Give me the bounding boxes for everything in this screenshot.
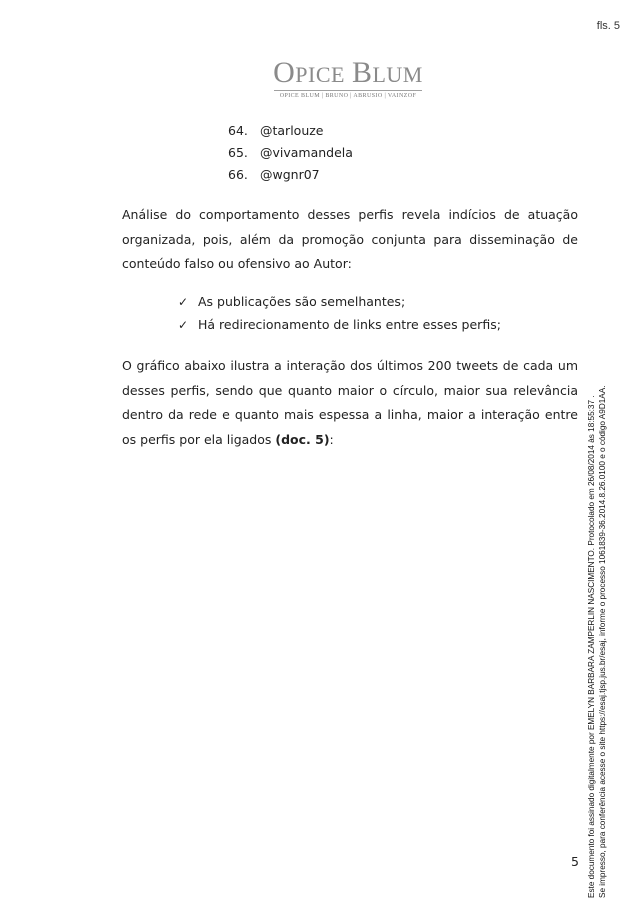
checklist-text: As publicações são semelhantes; — [198, 294, 406, 309]
list-number: 66. — [228, 167, 248, 182]
firm-logo — [268, 56, 428, 99]
list-item — [228, 142, 353, 164]
logo-wordmark: OPICE BLUM — [273, 56, 423, 89]
doc-reference: (doc. 5) — [275, 431, 330, 447]
list-item — [178, 290, 501, 313]
list-item — [228, 164, 353, 186]
verification-line: Se impresso, para conferência acesse o site https://esaj.tjsp.jus.br/esaj, informe o processo 1061839-36.2014.8.26.0100 e o código A9D1AA. — [598, 385, 607, 898]
checkmark-icon: ✓ — [178, 318, 189, 332]
graph-paragraph-tail: : — [329, 431, 334, 447]
list-number: 65. — [228, 145, 248, 160]
graph-paragraph-text: O gráfico abaixo ilustra a interação dos últimos 200 tweets de cada um desses perfis, sendo que quanto maior o círculo, maior sua relevância dentro da rede e quanto mais espessa a linha, maior a interação entre os perfis por ela ligados — [122, 358, 578, 447]
logo-divider — [274, 90, 422, 91]
list-item — [228, 120, 353, 142]
checkmark-icon: ✓ — [178, 295, 189, 309]
profile-handle: @vivamandela — [260, 145, 353, 160]
analysis-paragraph: Análise do comportamento desses perfis revela indícios de atuação organizada, pois, além da promoção conjunta para disseminação de conteúdo falso ou ofensivo ao Autor: — [122, 207, 578, 271]
profile-list — [228, 120, 353, 186]
checklist — [178, 290, 501, 336]
page-number: 5 — [571, 854, 579, 869]
signature-line: Este documento foi assinado digitalmente por EMELYN BARBARA ZAMPERLIN NASCIMENTO. Protocolado em 26/08/2014 às 18:55:37 . — [587, 395, 596, 898]
folio-label: fls. 5 — [596, 20, 620, 32]
list-item — [178, 313, 501, 336]
checklist-text: Há redirecionamento de links entre esses perfis; — [198, 317, 501, 332]
logo-subtitle: OPICE BLUM | BRUNO | ABRUSIO | VAINZOF — [279, 93, 417, 99]
profile-handle: @wgnr07 — [260, 167, 320, 182]
profile-handle: @tarlouze — [260, 123, 324, 138]
list-number: 64. — [228, 123, 248, 138]
digital-signature-notice — [586, 288, 608, 898]
graph-paragraph — [122, 354, 578, 452]
